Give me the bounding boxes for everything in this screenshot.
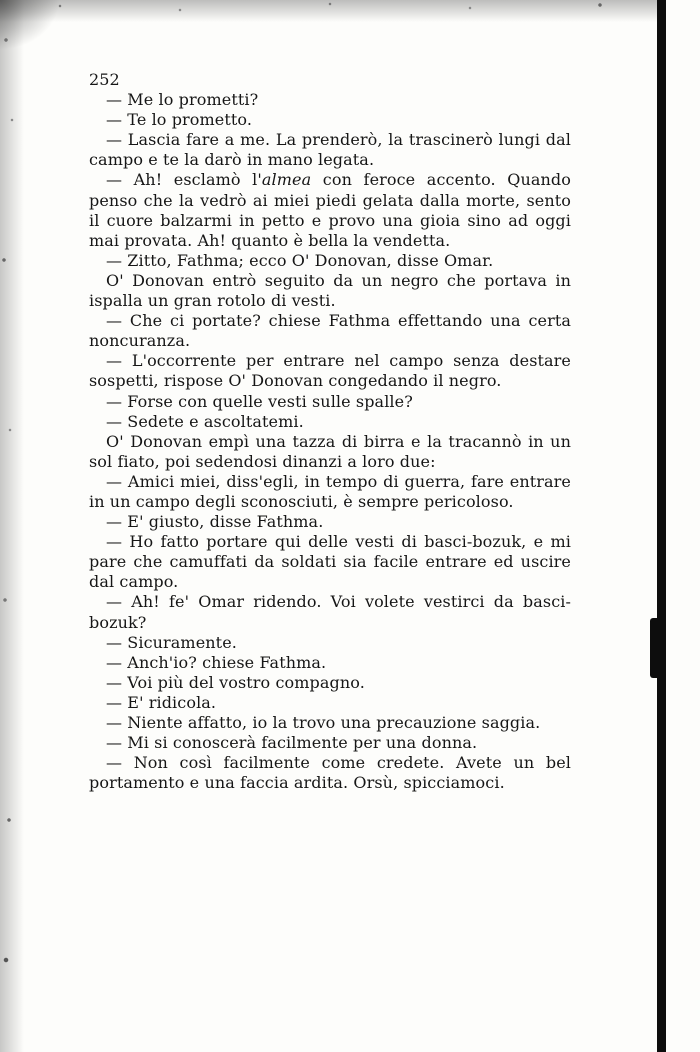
paragraph	[89, 432, 571, 472]
paragraph	[89, 110, 571, 130]
paragraph	[89, 170, 571, 250]
paragraph-text: — Non così facilmente come credete. Avete un bel portamento e una faccia ardita. Orsù, spicciamoci.	[89, 753, 571, 793]
paragraph	[89, 130, 571, 170]
paragraph-text: — E' giusto, disse Fathma.	[106, 512, 324, 532]
paragraph	[89, 512, 571, 532]
paragraph	[89, 412, 571, 432]
paragraph-text: con feroce accento. Quando penso che la vedrò ai miei piedi gelata dalla morte, sento il cuore balzarmi in petto e provo una gioia sino ad oggi mai provata. Ah! quanto è bella la vendetta.	[89, 170, 572, 250]
paragraph-text: — Ah! fe' Omar ridendo. Voi volete vestirci da basci-bozuk?	[89, 592, 571, 632]
paragraph-text: O' Donovan empì una tazza di birra e la tracannò in un sol fiato, poi sedendosi dinanzi a loro due:	[89, 431, 571, 471]
paragraph	[89, 673, 571, 693]
paragraph-text: — E' ridicola.	[106, 692, 217, 712]
paragraph	[89, 653, 571, 673]
paragraph-text: — Voi più del vostro compagno.	[106, 672, 365, 692]
paragraph-text: — L'occorrente per entrare nel campo senza destare sospetti, rispose O' Donovan congedando il negro.	[89, 351, 571, 391]
paragraph	[89, 592, 571, 632]
paragraph	[89, 693, 571, 713]
paragraph-text: — Forse con quelle vesti sulle spalle?	[106, 391, 413, 411]
paragraph	[89, 532, 571, 592]
scan-left-edge	[0, 0, 24, 1052]
page-text	[89, 70, 571, 793]
paragraph-text: — Sedete e ascoltatemi.	[106, 411, 304, 431]
paragraph-text: — Me lo prometti?	[106, 90, 259, 110]
scan-right-border-notch	[650, 618, 666, 678]
italic-word: almea	[261, 170, 312, 190]
paragraph	[89, 351, 571, 391]
paragraph-text: — Ho fatto portare qui delle vesti di basci-bozuk, e mi pare che camuffati da soldati sia facile entrare ed uscire dal campo.	[89, 532, 571, 592]
paragraph-text: — Lascia fare a me. La prenderò, la trascinerò lungi dal campo e te la darò in mano legata.	[89, 130, 571, 170]
paragraph	[89, 90, 571, 110]
paragraph	[89, 733, 571, 753]
paragraph	[89, 392, 571, 412]
paragraph	[89, 713, 571, 733]
paragraph-text: — Niente affatto, io la trovo una precauzione saggia.	[106, 713, 541, 732]
paragraph-text: — Te lo prometto.	[106, 110, 253, 130]
scan-corner-shadow	[0, 0, 60, 50]
paragraph-text: — Che ci portate? chiese Fathma effettando una certa noncuranza.	[89, 311, 571, 351]
scan-right-border	[657, 0, 666, 1052]
paragraph	[89, 271, 571, 311]
paragraph	[89, 753, 571, 793]
paragraph	[89, 472, 571, 512]
paragraph-text: — Mi si conoscerà facilmente per una donna.	[106, 733, 478, 753]
paragraph-text: — Ah! esclamò l'	[106, 170, 262, 190]
paragraph-text: — Sicuramente.	[106, 632, 237, 652]
scan-top-edge	[0, 0, 660, 22]
paragraph-text: — Zitto, Fathma; ecco O' Donovan, disse Omar.	[106, 250, 494, 270]
paragraph-text: O' Donovan entrò seguito da un negro che portava in ispalla un gran rotolo di vesti.	[89, 270, 571, 311]
paragraph	[89, 311, 571, 351]
paragraph-text: — Anch'io? chiese Fathma.	[106, 652, 327, 672]
paragraph	[89, 251, 571, 271]
paragraph-text: — Amici miei, diss'egli, in tempo di guerra, fare entrare in un campo degli sconosciuti, è sempre pericoloso.	[89, 471, 571, 511]
page-number: 252	[89, 70, 120, 89]
paragraph	[89, 633, 571, 653]
